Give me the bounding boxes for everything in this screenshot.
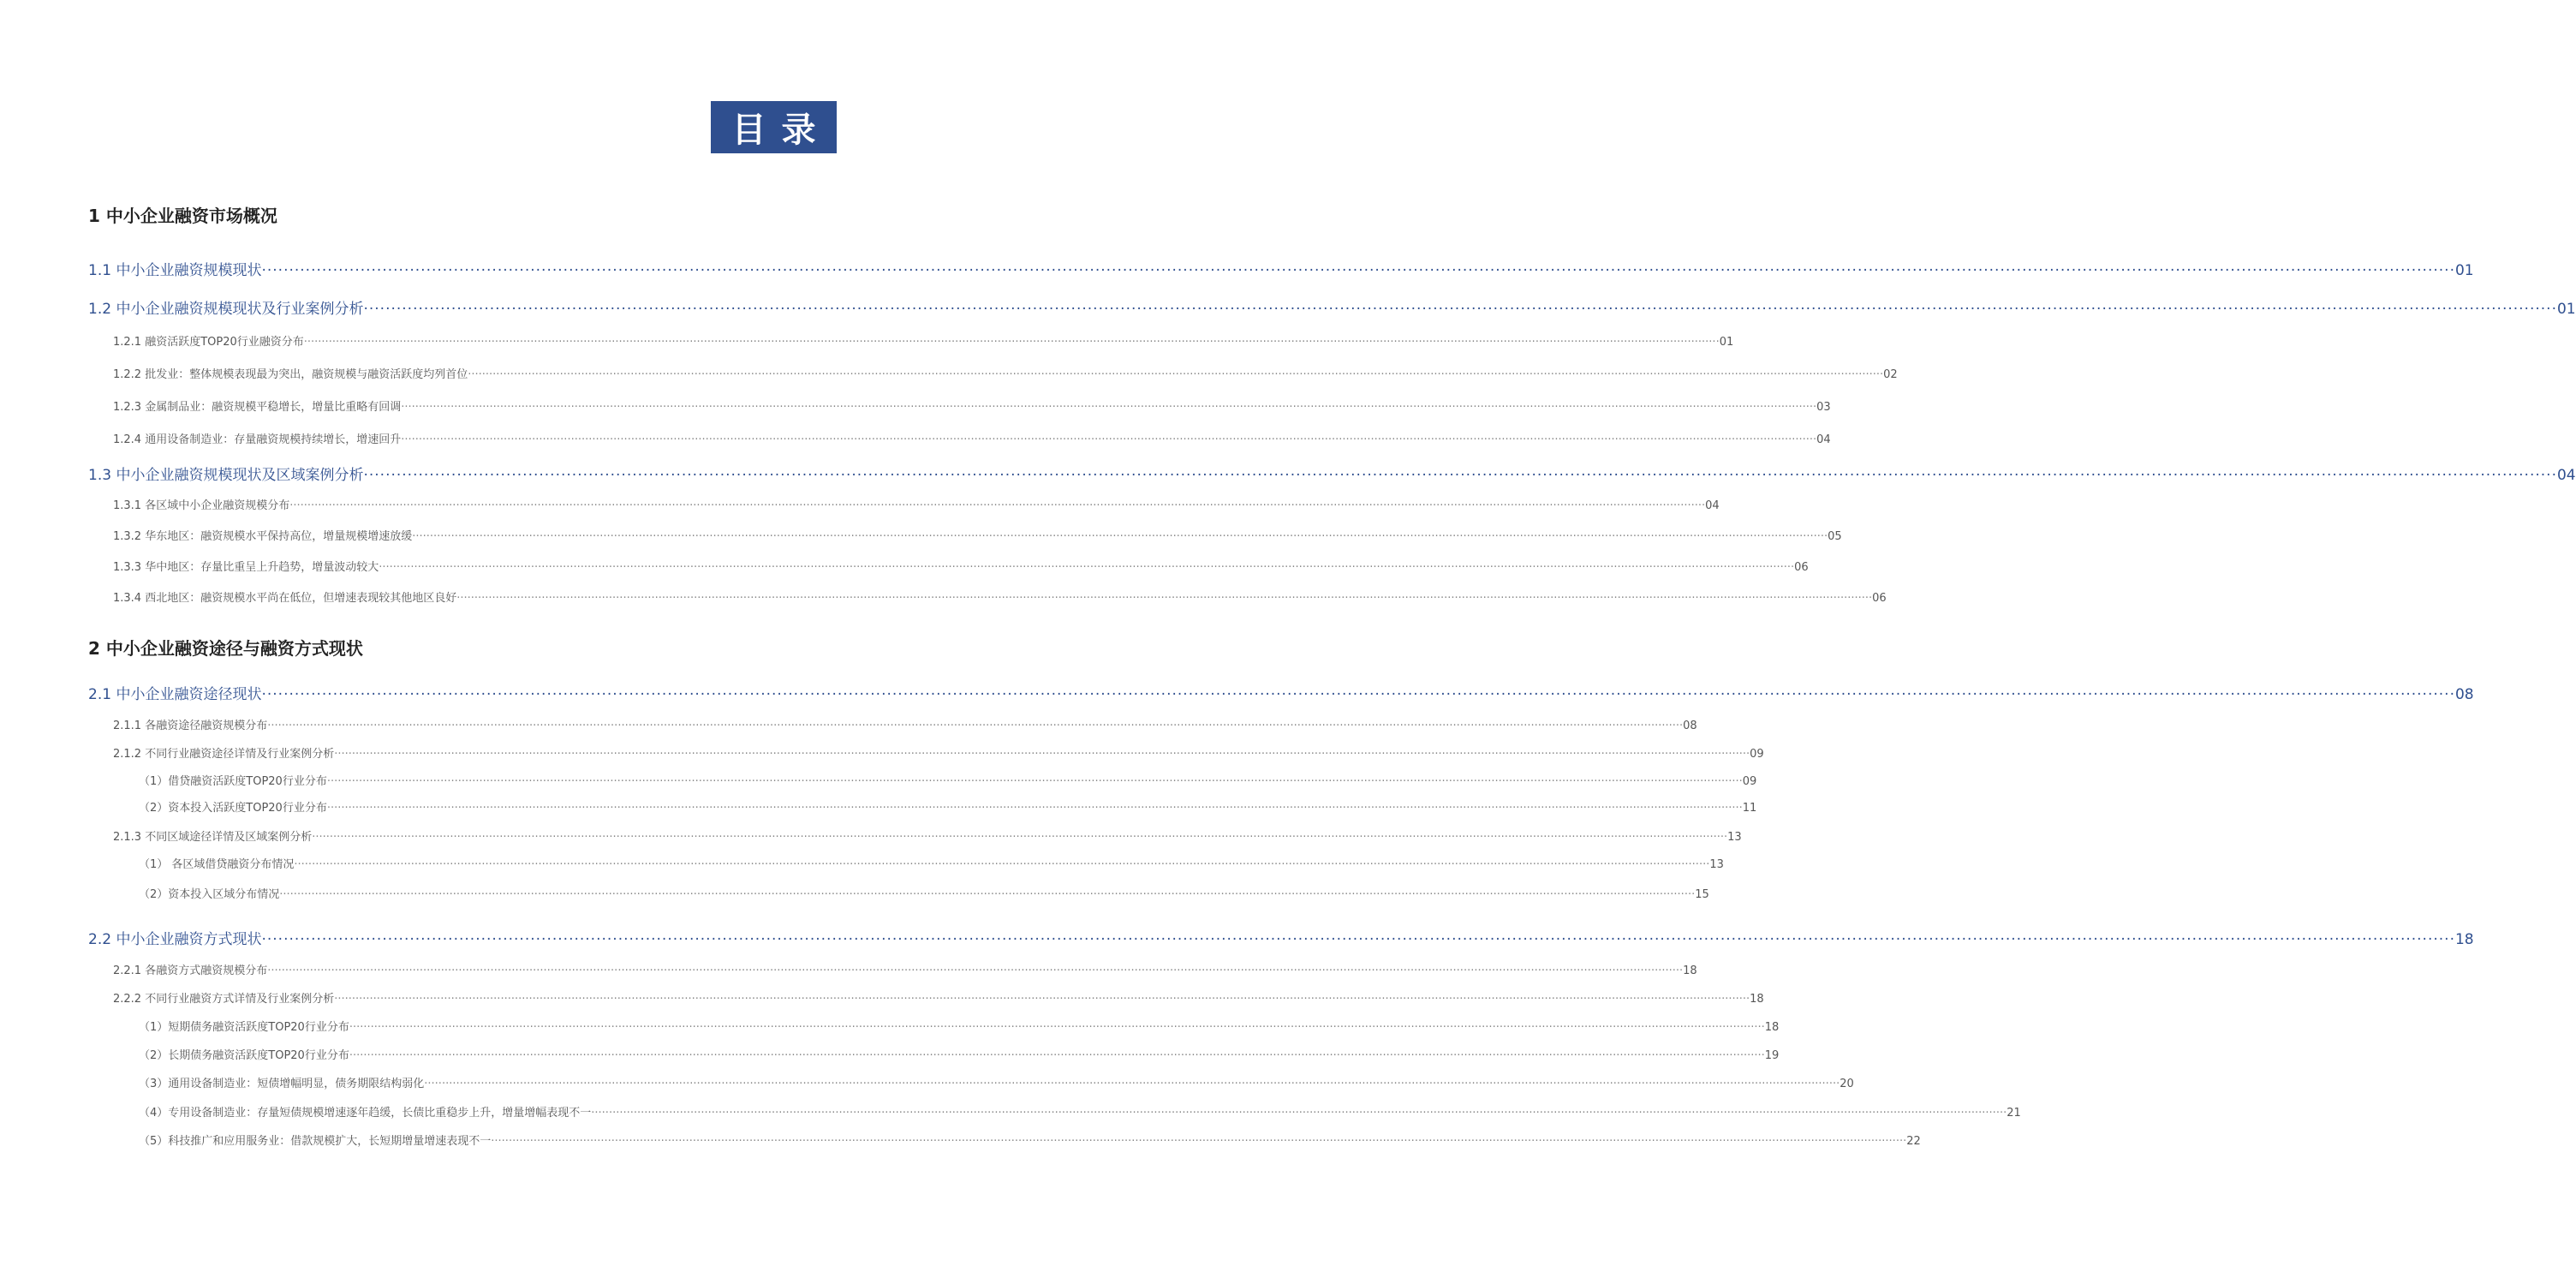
- toc-entry[interactable]: [113, 961, 1697, 977]
- toc-entry[interactable]: [139, 1103, 2021, 1120]
- toc-leader-dots: ················································································································································································································································································································································································································: [261, 262, 2455, 279]
- toc-entry-title: 1.1 中小企业融资规模现状: [88, 262, 262, 279]
- toc-page-number: 03: [1816, 401, 1831, 414]
- toc-entry[interactable]: [139, 1018, 1780, 1034]
- toc-entry-title: 2.1.2 不同行业融资途径详情及行业案例分析: [113, 748, 335, 761]
- toc-entry-title: 1.2.3 金属制品业：融资规模平稳增长，增量比重略有回调: [113, 401, 402, 414]
- toc-page-number: 22: [1906, 1135, 1921, 1148]
- toc-leader-dots: ················································································································································································································································································································································································································: [303, 336, 1720, 349]
- toc-leader-dots: ················································································································································································································································································································································································································: [401, 433, 1817, 446]
- toc-entry[interactable]: [113, 744, 1764, 761]
- toc-leader-dots: ················································································································································································································································································································································································································: [363, 467, 2557, 484]
- toc-page-number: 01: [2454, 262, 2474, 279]
- toc-entry[interactable]: [139, 855, 1724, 871]
- toc-leader-dots: ················································································································································································································································································································································································································: [326, 802, 1743, 815]
- toc-page-number: 04: [1816, 433, 1831, 446]
- toc-leader-dots: ················································································································································································································································································································································································································: [261, 931, 2455, 948]
- toc-entry-title: （1）借贷融资活跃度TOP20行业分布: [139, 775, 327, 788]
- toc-page-number: 13: [1727, 831, 1742, 844]
- toc-entry-title: 2.1 中小企业融资途径现状: [88, 686, 262, 703]
- toc-entry-title: 1.3.4 西北地区：融资规模水平尚在低位，但增速表现较其他地区良好: [113, 592, 457, 605]
- toc-entry-title: 1.2.4 通用设备制造业：存量融资规模持续增长，增速回升: [113, 433, 402, 446]
- toc-page-number: 19: [1764, 1049, 1780, 1062]
- toc-entry-title: 1.3.2 华东地区：融资规模水平保持高位，增量规模增速放缓: [113, 530, 413, 543]
- toc-page-number: 06: [1872, 592, 1887, 605]
- toc-entry[interactable]: [88, 463, 2576, 484]
- toc-entry-title: （2）长期债务融资活跃度TOP20行业分布: [139, 1049, 349, 1062]
- toc-leader-dots: ················································································································································································································································································································································································································: [349, 1021, 1765, 1034]
- toc-page-number: 05: [1828, 530, 1842, 543]
- toc-entry[interactable]: [139, 1046, 1780, 1062]
- toc-leader-dots: ················································································································································································································································································································································································································: [468, 368, 1884, 381]
- toc-entry[interactable]: [113, 989, 1764, 1006]
- toc-entry[interactable]: [139, 1074, 1854, 1090]
- toc-page-number: 11: [1742, 802, 1757, 815]
- toc-entry-title: 1.3.3 华中地区：存量比重呈上升趋势，增量波动较大: [113, 561, 379, 574]
- toc-entry[interactable]: [113, 827, 1742, 844]
- toc-page-number: 18: [1683, 964, 1697, 977]
- toc-entry[interactable]: [113, 332, 1734, 349]
- chapter-1-heading: 1 中小企业融资市场概况: [88, 206, 277, 226]
- toc-leader-dots: ················································································································································································································································································································································································································: [456, 592, 1873, 605]
- toc-page-number: 15: [1695, 888, 1709, 901]
- toc-leader-dots: ················································································································································································································································································································································································································: [424, 1078, 1840, 1090]
- toc-leader-dots: ················································································································································································································································································································································································································: [491, 1135, 1907, 1148]
- toc-entry[interactable]: [113, 496, 1720, 512]
- toc-page-number: 21: [2007, 1107, 2021, 1120]
- toc-entry-title: 2.1.3 不同区域途径详情及区域案例分析: [113, 831, 313, 844]
- toc-leader-dots: ················································································································································································································································································································································································································: [267, 964, 1684, 977]
- toc-entry-title: （3）通用设备制造业：短债增幅明显，债务期限结构弱化: [139, 1078, 425, 1090]
- toc-page-number: 18: [1750, 993, 1764, 1006]
- toc-entry[interactable]: [113, 558, 1809, 574]
- toc-entry-title: （1）短期债务融资活跃度TOP20行业分布: [139, 1021, 349, 1034]
- toc-entry[interactable]: [88, 296, 2576, 318]
- toc-entry[interactable]: [113, 588, 1887, 605]
- toc-leader-dots: ················································································································································································································································································································································································································: [334, 993, 1750, 1006]
- toc-entry-title: 1.2.1 融资活跃度TOP20行业融资分布: [113, 336, 304, 349]
- toc-leader-dots: ················································································································································································································································································································································································································: [591, 1107, 2007, 1120]
- toc-page-number: 04: [1705, 499, 1720, 512]
- toc-entry[interactable]: [139, 1132, 1921, 1148]
- toc-entry-title: （2）资本投入区域分布情况: [139, 888, 280, 901]
- toc-page-number: 02: [1883, 368, 1898, 381]
- toc-leader-dots: ················································································································································································································································································································································································································: [279, 888, 1696, 901]
- toc-page-number: 13: [1709, 858, 1724, 871]
- toc-page-number: 01: [2556, 301, 2576, 318]
- toc-page-number: 09: [1750, 748, 1764, 761]
- toc-leader-dots: ················································································································································································································································································································································································································: [363, 301, 2557, 318]
- toc-entry-title: 1.2 中小企业融资规模现状及行业案例分析: [88, 301, 364, 318]
- toc-entry[interactable]: [88, 682, 2474, 703]
- toc-leader-dots: ················································································································································································································································································································································································································: [379, 561, 1795, 574]
- toc-leader-dots: ················································································································································································································································································································································································································: [261, 686, 2455, 703]
- toc-entry[interactable]: [88, 258, 2474, 279]
- toc-entry-title: 2.2.1 各融资方式融资规模分布: [113, 964, 268, 977]
- toc-title: 目录: [731, 110, 832, 150]
- toc-entry-title: 1.2.2 批发业：整体规模表现最为突出，融资规模与融资活跃度均列首位: [113, 368, 468, 381]
- toc-leader-dots: ················································································································································································································································································································································································································: [294, 858, 1710, 871]
- toc-leader-dots: ················································································································································································································································································································································································································: [267, 720, 1684, 732]
- toc-page-number: 08: [2454, 686, 2474, 703]
- toc-entry[interactable]: [139, 798, 1757, 815]
- toc-leader-dots: ················································································································································································································································································································································································································: [289, 499, 1706, 512]
- toc-entry[interactable]: [113, 365, 1898, 381]
- toc-page-number: 08: [1683, 720, 1697, 732]
- toc-page-number: 09: [1742, 775, 1757, 788]
- toc-page-number: 04: [2556, 467, 2576, 484]
- toc-leader-dots: ················································································································································································································································································································································································································: [349, 1049, 1765, 1062]
- toc-page-number: 01: [1719, 336, 1734, 349]
- toc-entry-title: 1.3.1 各区域中小企业融资规模分布: [113, 499, 290, 512]
- toc-leader-dots: ················································································································································································································································································································································································································: [334, 748, 1750, 761]
- toc-entry[interactable]: [113, 527, 1842, 543]
- toc-entry[interactable]: [139, 885, 1709, 901]
- toc-entry-title: （4）专用设备制造业：存量短债规模增速逐年趋缓，长债比重稳步上升，增量增幅表现不一: [139, 1107, 592, 1120]
- toc-title-badge: [711, 101, 837, 153]
- toc-leader-dots: ················································································································································································································································································································································································································: [401, 401, 1817, 414]
- toc-entry-title: 2.2.2 不同行业融资方式详情及行业案例分析: [113, 993, 335, 1006]
- toc-entry[interactable]: [113, 716, 1697, 732]
- toc-entry-title: （1） 各区域借贷融资分布情况: [139, 858, 295, 871]
- toc-leader-dots: ················································································································································································································································································································································································································: [312, 831, 1728, 844]
- toc-page-number: 06: [1794, 561, 1809, 574]
- toc-entry-title: 1.3 中小企业融资规模现状及区域案例分析: [88, 467, 364, 484]
- toc-entry-title: （2）资本投入活跃度TOP20行业分布: [139, 802, 327, 815]
- toc-page-number: 20: [1840, 1078, 1854, 1090]
- toc-entry-title: （5）科技推广和应用服务业：借款规模扩大，长短期增量增速表现不一: [139, 1135, 492, 1148]
- toc-leader-dots: ················································································································································································································································································································································································································: [412, 530, 1828, 543]
- toc-entry-title: 2.2 中小企业融资方式现状: [88, 931, 262, 948]
- toc-entry[interactable]: [113, 430, 1831, 446]
- chapter-2-heading: 2 中小企业融资途径与融资方式现状: [88, 638, 363, 659]
- toc-leader-dots: ················································································································································································································································································································································································································: [326, 775, 1743, 788]
- toc-page-number: 18: [2454, 931, 2474, 948]
- toc-entry[interactable]: [88, 927, 2474, 948]
- toc-entry-title: 2.1.1 各融资途径融资规模分布: [113, 720, 268, 732]
- toc-entry[interactable]: [139, 772, 1757, 788]
- toc-entry[interactable]: [113, 397, 1831, 414]
- toc-page-number: 18: [1764, 1021, 1780, 1034]
